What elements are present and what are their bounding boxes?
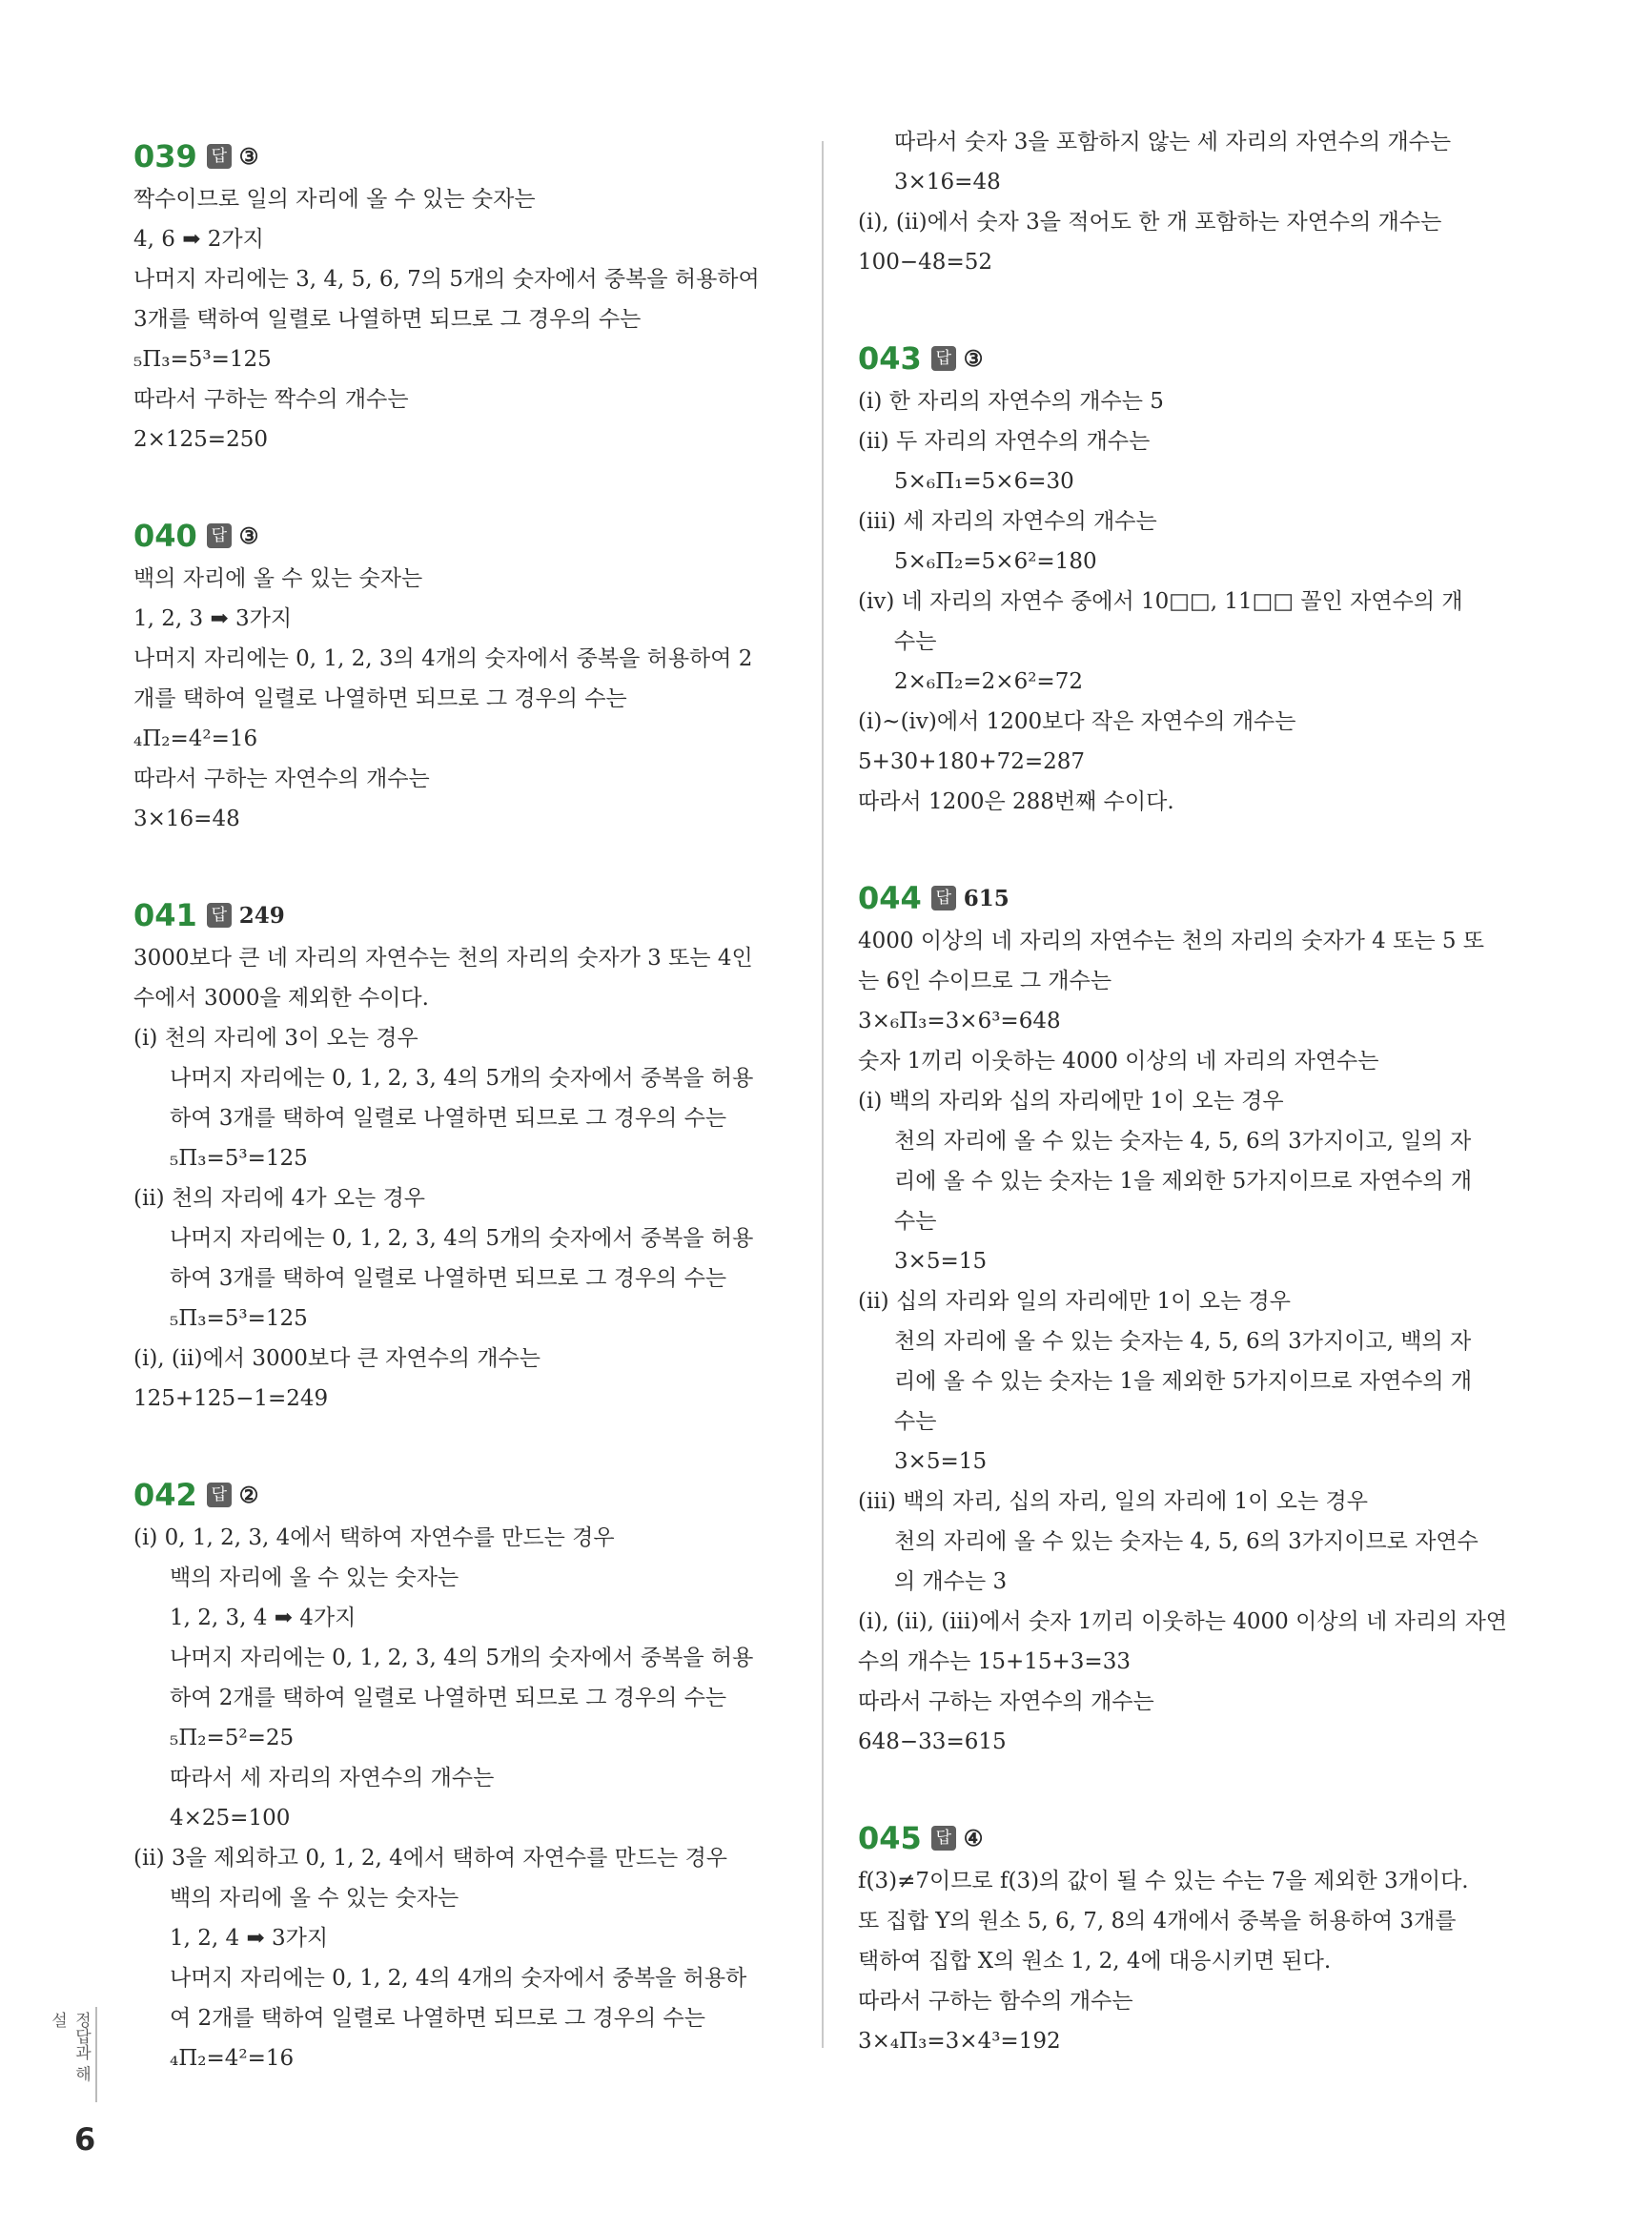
problem-number: 044	[858, 880, 922, 916]
problem-044	[858, 875, 1549, 1762]
text-line: 백의 자리에 올 수 있는 숫자는	[170, 1565, 459, 1590]
text-line: 의 개수는 3	[894, 1569, 1008, 1594]
text-line: 백의 자리에 올 수 있는 숫자는	[170, 1886, 459, 1911]
answer-value: ③	[238, 522, 259, 549]
problem-number: 045	[858, 1820, 922, 1856]
text-line: 1, 2, 4 ➡ 3가지	[170, 1926, 329, 1951]
text-line: 나머지 자리에는 0, 1, 2, 3, 4의 5개의 숫자에서 중복을 허용	[170, 1226, 754, 1251]
text-line: f(3)≠7이므로 f(3)의 값이 될 수 있는 수는 7을 제외한 3개이다.	[858, 1869, 1469, 1893]
text-line: 3×5=15	[894, 1249, 988, 1274]
text-line: 따라서 1200은 288번째 수이다.	[858, 789, 1174, 814]
text-line: 5+30+180+72=287	[858, 749, 1086, 774]
answer-value: ③	[963, 345, 984, 372]
problem-header	[133, 133, 825, 179]
text-line: 따라서 세 자리의 자연수의 개수는	[170, 1766, 495, 1790]
text-line: 648−33=615	[858, 1729, 1007, 1754]
text-line: 4×25=100	[170, 1806, 291, 1831]
text-line: 4000 이상의 네 자리의 자연수는 천의 자리의 숫자가 4 또는 5 또	[858, 929, 1485, 953]
text-line: (ⅰ) 한 자리의 자연수의 개수는 5	[858, 389, 1164, 414]
text-line: 천의 자리에 올 수 있는 숫자는 4, 5, 6의 3가지이고, 일의 자	[894, 1129, 1472, 1154]
text-line: (ⅰ), (ⅱ), (ⅲ)에서 숫자 1끼리 이웃하는 4000 이상의 네 자리의 자연	[858, 1609, 1508, 1634]
problem-header	[133, 892, 825, 938]
text-line: (ⅰ), (ⅱ)에서 3000보다 큰 자연수의 개수는	[133, 1346, 540, 1371]
answer-badge: 답	[207, 903, 232, 928]
text-line: ₅Π₂=5²=25	[170, 1726, 295, 1750]
answer-value: ③	[238, 143, 259, 170]
text-line: 2×125=250	[133, 427, 268, 452]
problem-header	[133, 513, 825, 559]
text-line: 백의 자리에 올 수 있는 숫자는	[133, 566, 423, 591]
problem-number: 042	[133, 1477, 197, 1513]
text-line: 숫자 1끼리 이웃하는 4000 이상의 네 자리의 자연수는	[858, 1049, 1379, 1074]
text-line: 1, 2, 3, 4 ➡ 4가지	[170, 1606, 357, 1630]
problem-042-continuation	[858, 122, 1549, 282]
problem-number: 043	[858, 340, 922, 377]
text-line: 따라서 구하는 짝수의 개수는	[133, 387, 409, 412]
problem-042	[133, 1472, 825, 2078]
text-line: 천의 자리에 올 수 있는 숫자는 4, 5, 6의 3가지이므로 자연수	[894, 1529, 1479, 1554]
text-line: 수는	[894, 1409, 937, 1434]
text-line: 천의 자리에 올 수 있는 숫자는 4, 5, 6의 3가지이고, 백의 자	[894, 1329, 1472, 1354]
answer-value: ②	[238, 1482, 259, 1508]
problem-043	[858, 336, 1549, 822]
text-line: (ⅳ) 네 자리의 자연수 중에서 10□□, 11□□ 꼴인 자연수의 개	[858, 589, 1463, 614]
text-line: 하여 2개를 택하여 일렬로 나열하면 되므로 그 경우의 수는	[170, 1686, 727, 1710]
problem-number: 041	[133, 897, 197, 933]
text-line: 짝수이므로 일의 자리에 올 수 있는 숫자는	[133, 187, 536, 212]
answer-badge: 답	[931, 886, 956, 910]
text-line: ₄Π₂=4²=16	[170, 2046, 295, 2071]
page-number: 6	[74, 2121, 96, 2158]
answer-badge: 답	[931, 346, 956, 371]
text-line: 나머지 자리에는 3, 4, 5, 6, 7의 5개의 숫자에서 중복을 허용하여	[133, 267, 760, 292]
text-line: 개를 택하여 일렬로 나열하면 되므로 그 경우의 수는	[133, 686, 627, 711]
text-line: 따라서 구하는 자연수의 개수는	[858, 1689, 1154, 1714]
problem-number: 040	[133, 518, 197, 554]
text-line: (ⅰ), (ⅱ)에서 숫자 3을 적어도 한 개 포함하는 자연수의 개수는	[858, 210, 1442, 235]
text-line: 5×₆Π₂=5×6²=180	[894, 549, 1097, 574]
text-line: 하여 3개를 택하여 일렬로 나열하면 되므로 그 경우의 수는	[170, 1266, 727, 1291]
text-line: (ⅱ) 십의 자리와 일의 자리에만 1이 오는 경우	[858, 1289, 1291, 1314]
text-line: (ⅰ) 천의 자리에 3이 오는 경우	[133, 1026, 418, 1051]
text-line: (ⅱ) 두 자리의 자연수의 개수는	[858, 429, 1151, 454]
text-line: 수는	[894, 1209, 937, 1234]
answer-badge: 답	[207, 1483, 232, 1507]
text-line: 3×16=48	[133, 807, 240, 831]
text-line: 따라서 구하는 자연수의 개수는	[133, 767, 430, 791]
text-line: 수는	[894, 629, 937, 654]
text-line: 2×₆Π₂=2×6²=72	[894, 669, 1083, 694]
text-line: 여 2개를 택하여 일렬로 나열하면 되므로 그 경우의 수는	[170, 2006, 705, 2031]
text-line: 나머지 자리에는 0, 1, 2, 4의 4개의 숫자에서 중복을 허용하	[170, 1966, 747, 1991]
text-line: 3×16=48	[894, 170, 1001, 194]
side-label: 정답과 해설	[48, 2012, 91, 2082]
answer-value: 249	[238, 902, 285, 929]
text-line: 따라서 구하는 함수의 개수는	[858, 1989, 1133, 2014]
answer-badge: 답	[931, 1826, 956, 1851]
text-line: ₅Π₃=5³=125	[133, 347, 272, 372]
answer-value: ④	[963, 1825, 984, 1852]
text-line: (ⅰ) 0, 1, 2, 3, 4에서 택하여 자연수를 만드는 경우	[133, 1525, 615, 1550]
text-line: ₄Π₂=4²=16	[133, 726, 258, 751]
problem-header	[133, 1472, 825, 1518]
text-line: 1, 2, 3 ➡ 3가지	[133, 606, 293, 631]
text-line: 수의 개수는 15+15+3=33	[858, 1649, 1131, 1674]
problem-header	[858, 875, 1549, 921]
text-line: 3×₆Π₃=3×6³=648	[858, 1009, 1061, 1033]
text-line: 택하여 집합 X의 원소 1, 2, 4에 대응시키면 된다.	[858, 1949, 1332, 1974]
text-line: 125+125−1=249	[133, 1386, 329, 1411]
text-line: 3개를 택하여 일렬로 나열하면 되므로 그 경우의 수는	[133, 307, 642, 332]
text-line: 나머지 자리에는 0, 1, 2, 3, 4의 5개의 숫자에서 중복을 허용	[170, 1066, 754, 1091]
text-line: 는 6인 수이므로 그 개수는	[858, 969, 1112, 993]
text-line: 5×₆Π₁=5×6=30	[894, 469, 1074, 494]
text-line: (ⅰ)~(ⅳ)에서 1200보다 작은 자연수의 개수는	[858, 709, 1296, 734]
text-line: (ⅱ) 천의 자리에 4가 오는 경우	[133, 1186, 426, 1211]
text-line: 3×5=15	[894, 1449, 988, 1474]
text-line: 3×₄Π₃=3×4³=192	[858, 2029, 1061, 2054]
text-line: ₅Π₃=5³=125	[170, 1306, 308, 1331]
text-line: 나머지 자리에는 0, 1, 2, 3, 4의 5개의 숫자에서 중복을 허용	[170, 1646, 754, 1670]
problem-header	[858, 1815, 1549, 1861]
text-line: ₅Π₃=5³=125	[170, 1146, 308, 1171]
text-line: (ⅰ) 백의 자리와 십의 자리에만 1이 오는 경우	[858, 1089, 1284, 1114]
problem-045	[858, 1815, 1549, 2061]
right-column	[858, 130, 1549, 2115]
text-line: 리에 올 수 있는 숫자는 1을 제외한 5가지이므로 자연수의 개	[894, 1369, 1473, 1394]
column-divider	[822, 141, 824, 2048]
text-line: (ⅲ) 세 자리의 자연수의 개수는	[858, 509, 1157, 534]
text-line: 100−48=52	[858, 250, 992, 275]
answer-badge: 답	[207, 144, 232, 169]
text-line: 3000보다 큰 네 자리의 자연수는 천의 자리의 숫자가 3 또는 4인	[133, 946, 753, 971]
text-line: 또 집합 Y의 원소 5, 6, 7, 8의 4개에서 중복을 허용하여 3개를	[858, 1909, 1457, 1933]
problem-number: 039	[133, 138, 197, 174]
text-line: (ⅱ) 3을 제외하고 0, 1, 2, 4에서 택하여 자연수를 만드는 경우	[133, 1846, 728, 1871]
left-column	[133, 133, 825, 2132]
text-line: 4, 6 ➡ 2가지	[133, 227, 264, 252]
problem-040	[133, 513, 825, 839]
text-line: (ⅲ) 백의 자리, 십의 자리, 일의 자리에 1이 오는 경우	[858, 1489, 1368, 1514]
problem-041	[133, 892, 825, 1419]
text-line: 하여 3개를 택하여 일렬로 나열하면 되므로 그 경우의 수는	[170, 1106, 727, 1131]
text-line: 나머지 자리에는 0, 1, 2, 3의 4개의 숫자에서 중복을 허용하여 2	[133, 646, 753, 671]
answer-value: 615	[963, 885, 1010, 911]
answer-badge: 답	[207, 523, 232, 548]
text-line: 따라서 숫자 3을 포함하지 않는 세 자리의 자연수의 개수는	[894, 130, 1452, 154]
problem-039	[133, 133, 825, 460]
text-line: 수에서 3000을 제외한 수이다.	[133, 986, 429, 1011]
text-line: 리에 올 수 있는 숫자는 1을 제외한 5가지이므로 자연수의 개	[894, 1169, 1473, 1194]
problem-header	[858, 336, 1549, 381]
